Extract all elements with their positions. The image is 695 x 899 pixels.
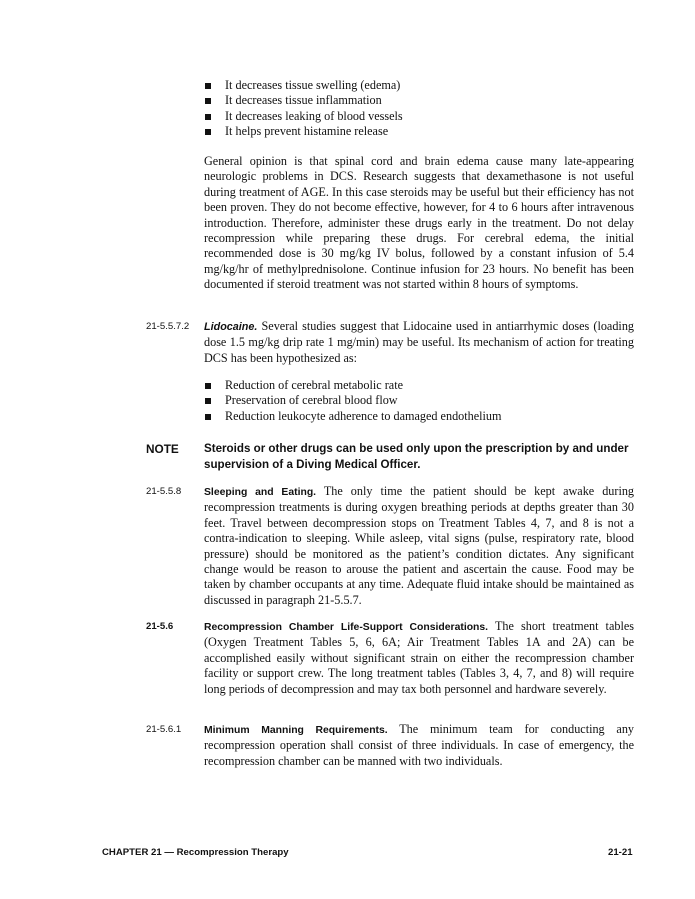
manning-title: Minimum Manning Requirements.	[204, 725, 388, 736]
list-item: It helps prevent histamine release	[204, 124, 403, 139]
life-support-text: The short treatment tables (Oxygen Treatment Tables 5, 6, 6A; Air Treatment Tables 1A and 2A) can be accomplished easily without significant strain on either the recompression chamber facility or support crew. The long treatment tables (Tables 3, 4, 7, and 8) will require long periods of decompression and may tax both personnel and hardware severely.	[204, 619, 634, 696]
lidocaine-mechanisms-list	[204, 378, 502, 424]
section-number-sleeping: 21-5.5.8	[146, 486, 182, 497]
sleeping-title: Sleeping and Eating.	[204, 487, 317, 498]
sleeping-paragraph	[204, 484, 634, 608]
note-text: Steroids or other drugs can be used only upon the prescription by and under supervision of a Diving Medical Officer.	[204, 442, 629, 471]
steroid-paragraph: General opinion is that spinal cord and brain edema cause many late-appearing neurologic problems in DCS. Research suggests that dexamethasone is not useful during treatment of AGE. In this case steroids may be useful but their efficiency has not been proven. They do not become effective, however, for 4 to 6 hours after intravenous introduction. Therefore, administer these drugs early in the treatment. Do not delay recompression while preparing these drugs. For cerebral edema, the initial recommended dose is 30 mg/kg IV bolus, followed by a constant infusion of 5.4 mg/kg/hr of methylprednisolone. Continue infusion for 23 hours. No benefit has been documented if steroid treatment was not started within 8 hours of symptoms.	[204, 154, 634, 292]
footer-page-number: 21-21	[608, 847, 633, 858]
list-item: Reduction of cerebral metabolic rate	[204, 378, 502, 393]
list-item: Reduction leukocyte adherence to damaged endothelium	[204, 409, 502, 424]
list-item: It decreases tissue inflammation	[204, 93, 403, 108]
list-item: It decreases tissue swelling (edema)	[204, 78, 403, 93]
list-item: Preservation of cerebral blood flow	[204, 393, 502, 408]
sleeping-text: The only time the patient should be kept awake during recompression treatments is during oxygen breathing periods at depths greater than 30 feet. Travel between decompression stops on Treatment Tables 4, 7, and 8 is not a contra-indication to sleeping. While asleep, vital signs (pulse, respiratory rate, blood pressure) should be monitored as the patient’s condition dictates. Any significant change would be reason to arouse the patient and ascertain the cause. Food may be taken by chamber occupants at any time. Adequate fluid intake should be maintained as discussed in paragraph 21-5.5.7.	[204, 484, 635, 607]
manning-text: The minimum team for conducting any recompression operation shall consist of three individuals. In case of emergency, the recompression chamber can be manned with two individuals.	[204, 722, 635, 768]
footer-chapter: CHAPTER 21 — Recompression Therapy	[102, 847, 289, 858]
life-support-title: Recompression Chamber Life-Support Considerations.	[204, 622, 489, 633]
steroid-effects-list	[204, 78, 403, 140]
life-support-paragraph	[204, 619, 634, 697]
note-label: NOTE	[146, 442, 179, 456]
list-item: It decreases leaking of blood vessels	[204, 109, 403, 124]
lidocaine-title: Lidocaine.	[204, 321, 258, 333]
manning-paragraph	[204, 722, 634, 769]
section-number-manning: 21-5.6.1	[146, 724, 182, 735]
section-number-life-support: 21-5.6	[146, 621, 174, 632]
section-number-lidocaine: 21-5.5.7.2	[146, 321, 190, 332]
lidocaine-paragraph	[204, 319, 634, 366]
lidocaine-text: Several studies suggest that Lidocaine used in antiarrhymic doses (loading dose 1.5 mg/kg drip rate 1 mg/min) may be useful. Its mechanism of action for treating DCS has been hypothesized as:	[204, 319, 635, 365]
